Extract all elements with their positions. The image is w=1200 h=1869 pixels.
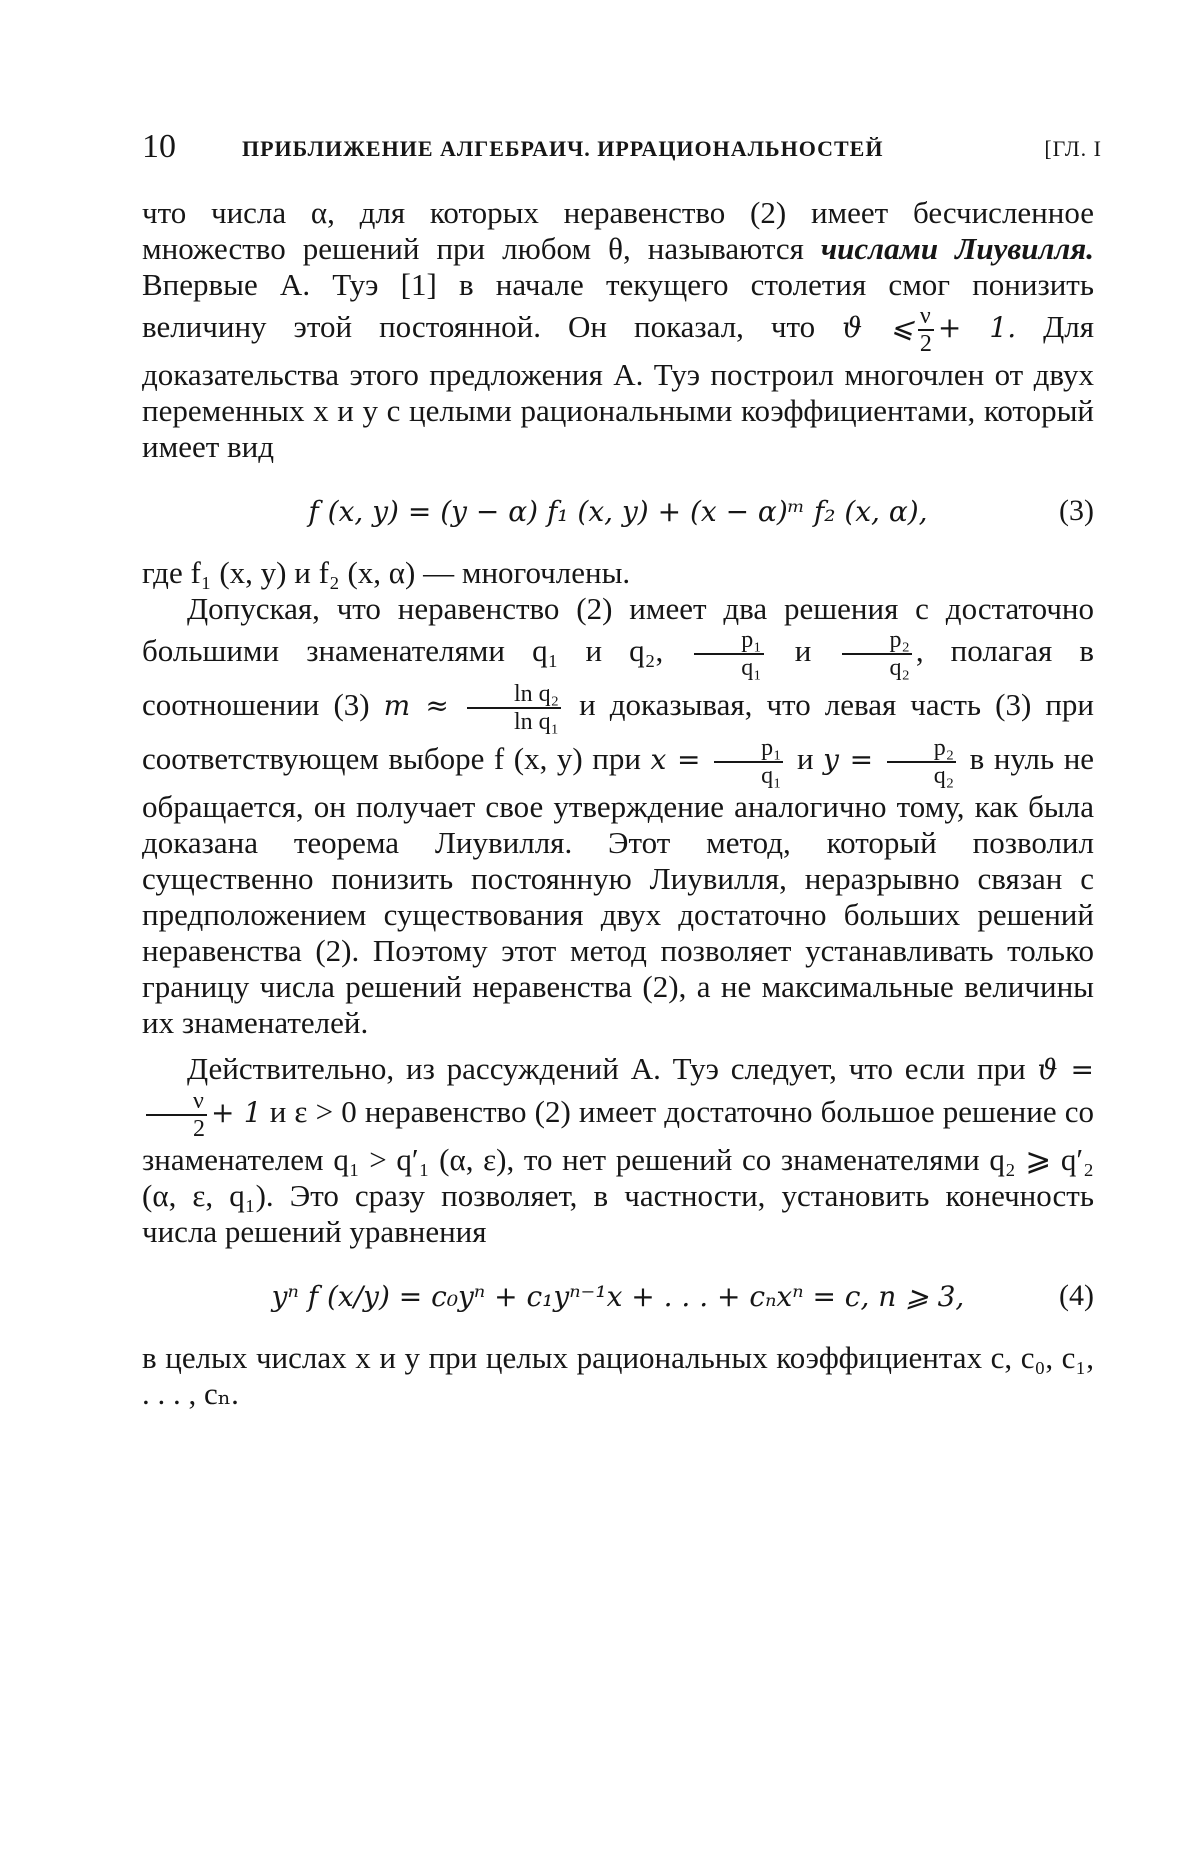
fraction-denominator: q₂ [889, 655, 910, 681]
fraction-nu-over-2 [918, 303, 934, 357]
fraction-numerator: p₁ [714, 735, 783, 763]
paragraph-4-text-a: Действительно, из рассуждений А. Туэ следует, что если при [187, 1051, 1026, 1086]
fraction-denominator: ln q₁ [513, 709, 559, 735]
fraction-p1-q1 [694, 627, 763, 681]
fraction-ln-q2-ln-q1 [467, 681, 561, 735]
fraction-p1-q1-second [714, 735, 783, 789]
paragraph-4-text-b: и ε > 0 неравенство (2) имеет достаточно большое решение со знаменателем q₁ > q′₁ (α, ε), то нет решений со знаменателями q₂ ⩾ q′₂ (α, ε, q₁). Это сразу позволяет, в частности, установить конечность числа решений уравнения [142, 1094, 1094, 1249]
inline-math-theta-eq: ϑ = [1037, 1053, 1094, 1086]
formula-4-number: (4) [1059, 1279, 1094, 1312]
formula-4-expression: yⁿ f (x/y) = c₀yⁿ + c₁yⁿ⁻¹x + . . . + cₙxⁿ = c, n ⩾ 3, [271, 1280, 965, 1313]
formula-3-number: (3) [1059, 494, 1094, 527]
fraction-numerator: ν [918, 303, 934, 331]
paragraph-3-text-a: Допуская, что неравенство (2) имеет два решения с достаточно большими знаменателями q₁ и q₂, [142, 591, 1094, 669]
fraction-numerator: p₁ [694, 627, 763, 655]
inline-math-plus-one-second: + 1 [211, 1096, 262, 1130]
inline-math-y: y = [823, 743, 874, 777]
term-liouville-numbers: числами Лиувилля. [820, 231, 1094, 266]
conjunction-and: и [794, 633, 812, 669]
inline-math-theta: ϑ ⩽ [842, 311, 914, 345]
paragraph-1 [142, 195, 1094, 465]
fraction-p2-q2-second [887, 735, 956, 789]
paragraph-4 [142, 1051, 1094, 1250]
formula-3-expression: f (x, y) = (y − α) f₁ (x, y) + (x − α)ᵐ f₂ (x, α), [308, 495, 928, 528]
body-text [142, 195, 1094, 1412]
fraction-denominator: q₁ [761, 763, 782, 789]
fraction-denominator: q₁ [741, 655, 762, 681]
formula-3 [142, 483, 1094, 541]
paragraph-1-text-c: Для доказательства этого предложения А. Туэ построил многочлен от двух переменных x и y с целыми рациональными коэффициентами, который имеет вид [142, 309, 1095, 464]
paragraph-3 [142, 591, 1094, 1041]
fraction-p2-q2 [842, 627, 911, 681]
page-number: 10 [142, 128, 176, 165]
fraction-numerator: p₂ [887, 735, 956, 763]
inline-math-m: m ≈ [383, 689, 449, 723]
running-title: ПРИБЛИЖЕНИЕ АЛГЕБРАИЧ. ИРРАЦИОНАЛЬНОСТЕЙ [242, 136, 884, 161]
paragraph-1-text-a: что числа α, для которых неравенство (2) имеет бесчисленное множество решений при любом θ, называются [142, 195, 1094, 266]
formula-4 [142, 1268, 1094, 1326]
paragraph-5: в целых числах x и y при целых рациональных коэффициентах c, c₀, c₁, . . . , cₙ. [142, 1340, 1094, 1411]
paragraph-3-text-c: и доказывая, что левая часть (3) при соответствующем выборе f (x, y) при [142, 687, 1095, 777]
chapter-reference: [ГЛ. I [1044, 136, 1102, 161]
fraction-denominator: 2 [193, 1116, 205, 1142]
paragraph-2: где f₁ (x, y) и f₂ (x, α) — многочлены. [142, 555, 631, 590]
running-head [142, 128, 1102, 168]
fraction-numerator: p₂ [842, 627, 911, 655]
paragraph-3-text-d: в нуль не обращается, он получает свое утверждение аналогично тому, как была доказана теорема Лиувилля. Этот метод, который позволил существенно понизить постоянную Лиувилля, неразрывно связан с предположением существования двух достаточно больших решений неравенства (2). Поэтому этот метод позволяет устанавливать только границу числа решений неравенства (2), а не максимальные величины их знаменателей. [142, 741, 1095, 1040]
fraction-denominator: q₂ [933, 763, 955, 789]
fraction-numerator: ln q₂ [467, 681, 561, 709]
conjunction-and: и [797, 741, 814, 777]
inline-math-x: x = [650, 743, 701, 777]
fraction-denominator: 2 [919, 331, 932, 357]
fraction-numerator: ν [146, 1088, 207, 1116]
fraction-nu-over-2-second [146, 1088, 207, 1142]
paragraph-3-text-b: , полагая в соотношении (3) [142, 633, 1095, 723]
inline-math-plus-one: + 1. [937, 311, 1017, 345]
paragraph-1-text-b: Впервые А. Туэ [1] в начале текущего столетия смог понизить величину этой постоянной. Он показал, что [142, 267, 1094, 345]
